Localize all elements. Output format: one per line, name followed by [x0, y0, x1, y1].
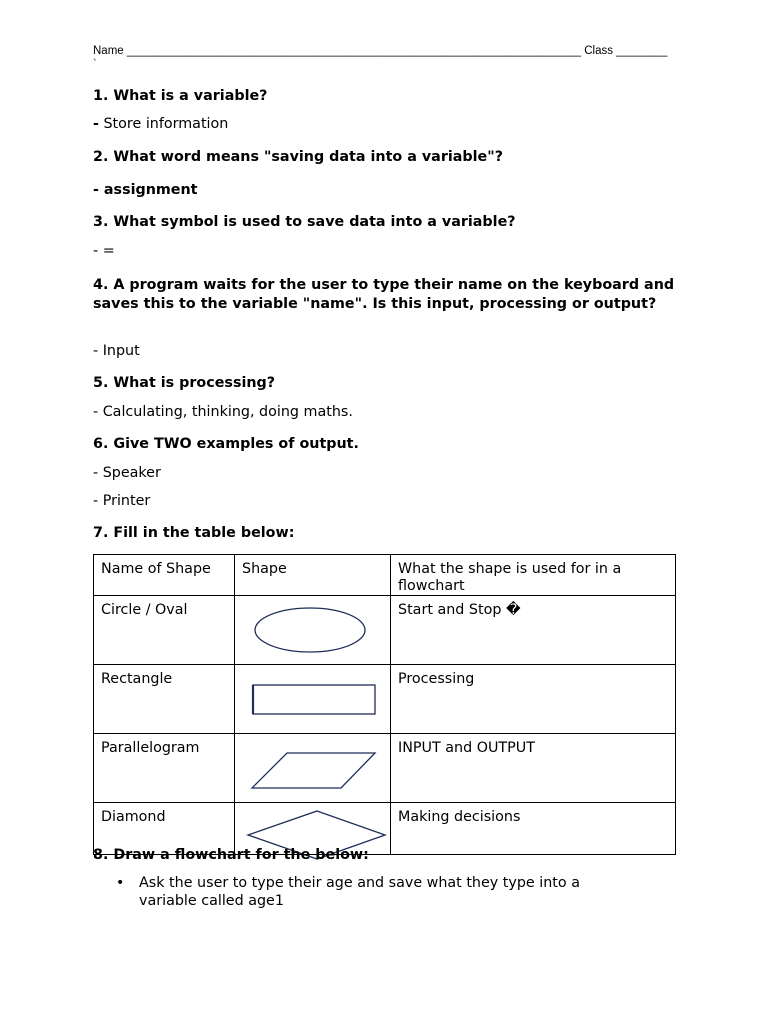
- answer-5: - Calculating, thinking, doing maths.: [93, 404, 353, 420]
- name-label: Name: [93, 45, 124, 57]
- answer-1-text: Store information: [103, 116, 229, 132]
- parallelogram-shape: [235, 734, 391, 804]
- bullet-icon: •: [116, 875, 125, 891]
- shape-drawing-cell[interactable]: [235, 596, 391, 665]
- question-3: 3. What symbol is used to save data into a variable?: [93, 214, 516, 230]
- answer-6-a: - Speaker: [93, 465, 161, 481]
- answer-1-dash: -: [93, 116, 99, 132]
- oval-shape-path: [255, 608, 365, 652]
- answer-6-b: - Printer: [93, 493, 151, 509]
- answer-2: - assignment: [93, 182, 198, 198]
- shape-drawing-cell[interactable]: [235, 734, 391, 803]
- parallelogram-shape-path: [252, 753, 375, 788]
- shape-use-cell[interactable]: Processing: [391, 665, 676, 734]
- question-7: 7. Fill in the table below:: [93, 525, 295, 541]
- question-1: 1. What is a variable?: [93, 88, 268, 104]
- table-header-row: [94, 555, 676, 596]
- flowchart-shapes-table: [93, 554, 676, 855]
- oval-shape: [235, 596, 391, 666]
- table-row: [94, 734, 676, 803]
- answer-1: [93, 115, 683, 134]
- question-2: 2. What word means "saving data into a variable"?: [93, 149, 503, 165]
- class-label: Class: [584, 45, 613, 57]
- table-header-cell: What the shape is used for in a flowchart: [391, 555, 676, 596]
- shape-use-cell[interactable]: Start and Stop �: [391, 596, 676, 665]
- question-6: 6. Give TWO examples of output.: [93, 436, 359, 452]
- bullet-text: Ask the user to type their age and save what they type into a variable called age1: [139, 875, 580, 909]
- answer-3: - =: [93, 243, 115, 259]
- rectangle-shape: [235, 665, 391, 735]
- question-8: 8. Draw a flowchart for the below:: [93, 847, 369, 863]
- shape-name-cell[interactable]: Rectangle: [94, 665, 235, 734]
- shape-use-cell[interactable]: INPUT and OUTPUT: [391, 734, 676, 803]
- table-row: [94, 665, 676, 734]
- shape-name-cell[interactable]: Diamond: [94, 803, 235, 855]
- class-line[interactable]: ________: [616, 45, 668, 57]
- question-5: 5. What is processing?: [93, 375, 276, 391]
- stray-tick-mark: `: [93, 58, 97, 70]
- table-header-cell: Shape: [235, 555, 391, 596]
- table-row: [94, 596, 676, 665]
- shape-name-cell[interactable]: Circle / Oval: [94, 596, 235, 665]
- rectangle-shape-path: [253, 685, 375, 714]
- question-4: 4. A program waits for the user to type their name on the keyboard and saves this to the variable "name". Is this input, processing or output?: [93, 277, 675, 312]
- name-class-header: [93, 44, 673, 58]
- table-header-cell: Name of Shape: [94, 555, 235, 596]
- name-line[interactable]: _______________________________________________________________________: [126, 45, 581, 57]
- shape-drawing-cell[interactable]: [235, 665, 391, 734]
- answer-4: - Input: [93, 343, 140, 359]
- shape-name-cell[interactable]: Parallelogram: [94, 734, 235, 803]
- shape-use-cell[interactable]: Making decisions: [391, 803, 676, 855]
